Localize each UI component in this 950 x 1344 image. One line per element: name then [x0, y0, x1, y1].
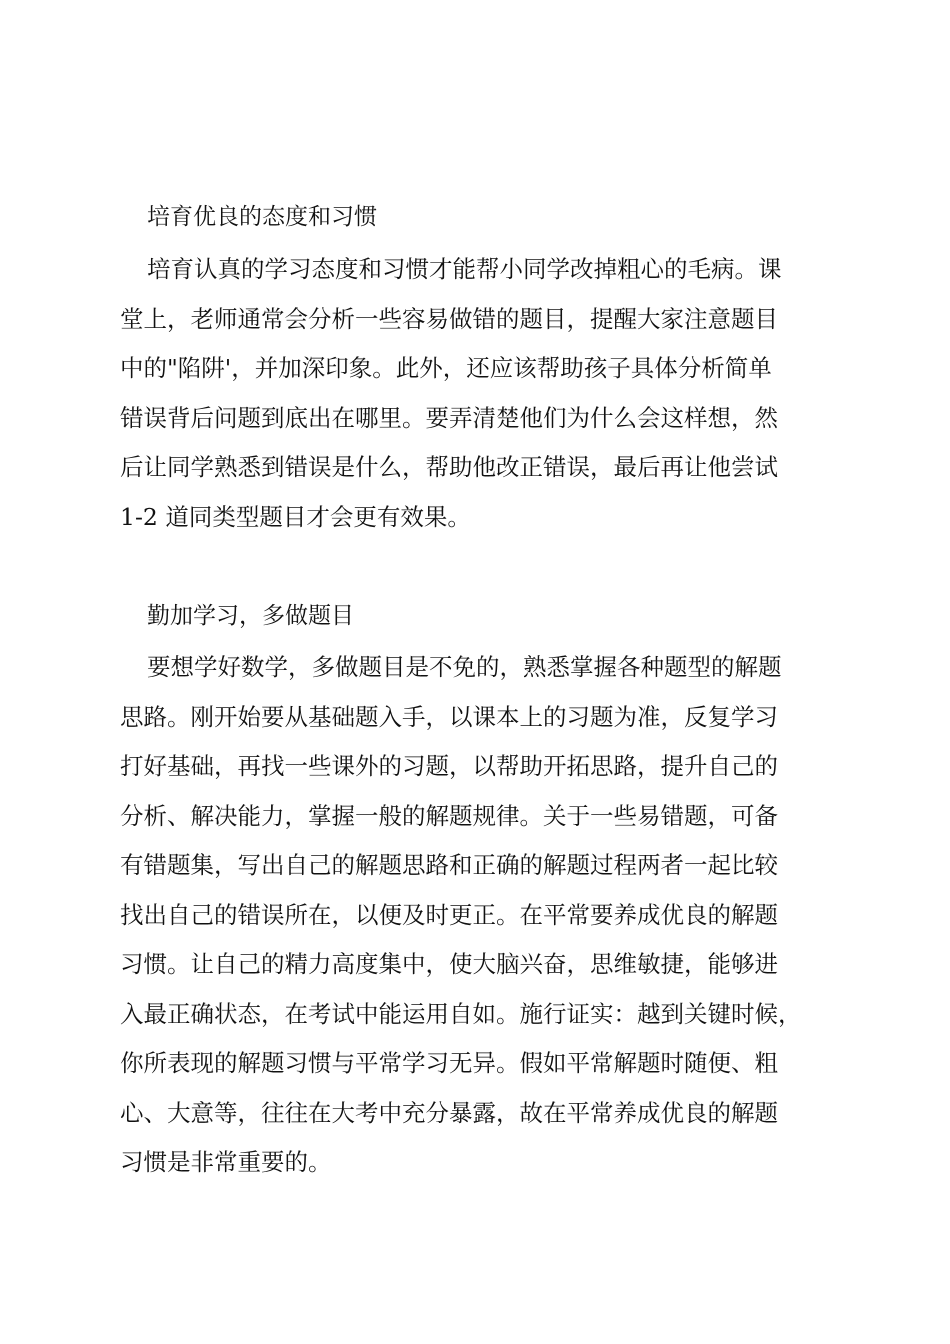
section-heading-study-practice: 勤加学习，多做题目	[147, 603, 354, 629]
paragraph-line: 分析、解决能力，掌握一般的解题规律。关于一些易错题，可备	[120, 801, 778, 830]
paragraph-line: 中的"陷阱'，并加深印象。此外，还应该帮助孩子具体分析简单	[120, 354, 772, 382]
section-heading-attitude-habits: 培育优良的态度和习惯	[147, 204, 377, 230]
paragraph-line: 堂上，老师通常会分析一些容易做错的题目，提醒大家注意题目	[120, 304, 778, 333]
paragraph-line: 找出自己的错误所在，以便及时更正。在平常要养成优良的解题	[120, 900, 778, 929]
paragraph-line: 思路。刚开始要从基础题入手，以课本上的习题为准，反复学习	[120, 702, 778, 731]
paragraph-line: 1-2 道同类型题目才会更有效果。	[120, 502, 471, 531]
paragraph-line: 打好基础，再找一些课外的习题，以帮助开拓思路，提升自己的	[120, 752, 778, 780]
section-paragraph-attitude-habits	[120, 245, 835, 542]
paragraph-line: 入最正确状态，在考试中能运用自如。施行证实：越到关键时候，	[120, 999, 802, 1028]
paragraph-line: 心、大意等，往往在大考中充分暴露，故在平常养成优良的解题	[120, 1098, 778, 1127]
paragraph-line: 你所表现的解题习惯与平常学习无异。假如平常解题时随便、粗	[120, 1049, 778, 1077]
section-paragraph-study-practice	[120, 643, 835, 1188]
paragraph-line: 错误背后问题到底出在哪里。要弄清楚他们为什么会这样想，然	[120, 403, 778, 432]
paragraph-line: 习惯。让自己的精力高度集中，使大脑兴奋，思维敏捷，能够进	[120, 950, 778, 978]
paragraph-line: 习惯是非常重要的。	[120, 1148, 332, 1176]
paragraph-line: 有错题集，写出自己的解题思路和正确的解题过程两者一起比较	[120, 851, 778, 879]
paragraph-line: 培育认真的学习态度和习惯才能帮小同学改掉粗心的毛病。课	[147, 255, 782, 283]
paragraph-line: 要想学好数学，多做题目是不免的，熟悉掌握各种题型的解题	[147, 653, 782, 681]
paragraph-line: 后让同学熟悉到错误是什么，帮助他改正错误，最后再让他尝试	[120, 453, 778, 481]
